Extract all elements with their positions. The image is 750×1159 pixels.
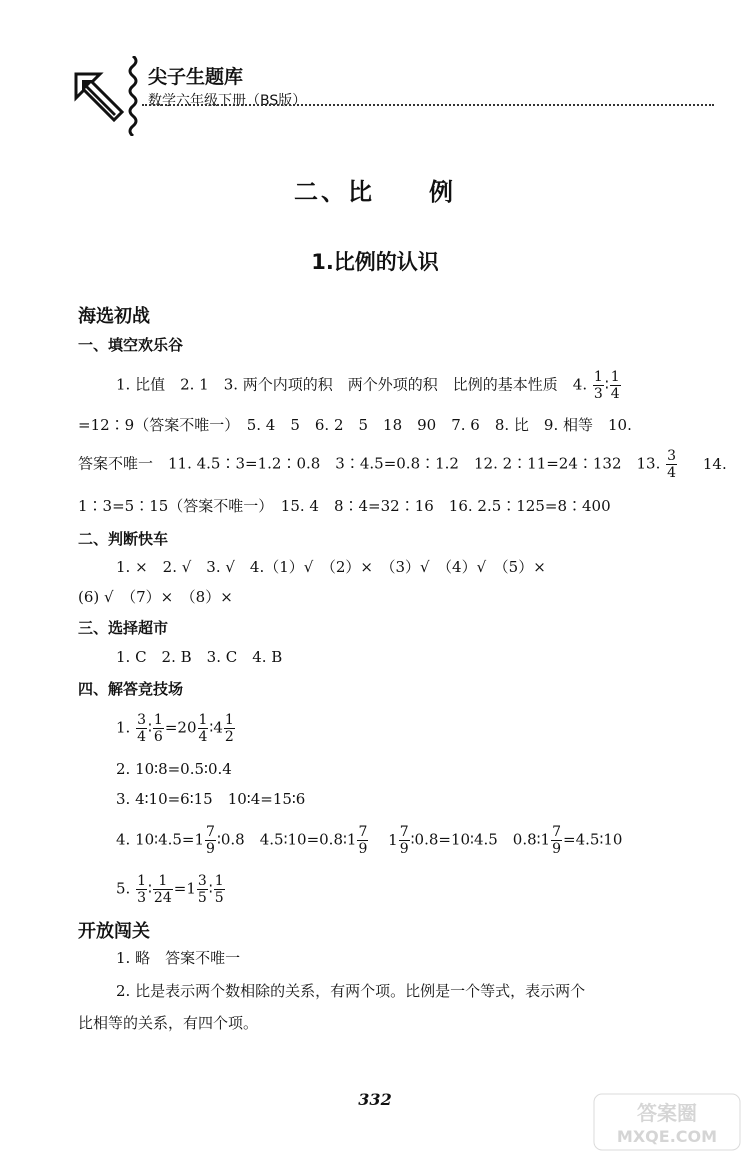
q4-text: ∶0.8=10∶4.5 0.8∶1	[410, 830, 551, 849]
svg-text:MXQE.COM: MXQE.COM	[616, 1127, 718, 1146]
part4-q5	[116, 873, 226, 906]
denominator: 5	[197, 890, 207, 906]
part4-q4	[116, 824, 622, 857]
q5-text: =1	[173, 879, 196, 898]
fraction	[214, 873, 225, 906]
ratio-colon: ∶	[208, 879, 213, 898]
open-line3: 比相等的关系，有四个项。	[78, 1014, 259, 1032]
denominator: 5	[214, 890, 224, 906]
ratio-colon: ∶	[148, 879, 152, 898]
fraction	[593, 369, 604, 402]
fraction	[153, 712, 164, 745]
ratio-colon: ∶	[604, 375, 609, 394]
part1-line4: 1∶3=5∶15（答案不唯一） 15. 4 8∶4=32∶16 16. 2.5∶125=8∶400	[78, 497, 611, 515]
numerator: 7	[206, 824, 215, 840]
header-dotted-rule	[142, 104, 714, 106]
numerator: 1	[224, 712, 234, 728]
numerator: 3	[667, 448, 677, 464]
denominator: 6	[153, 729, 163, 745]
numerator: 3	[197, 873, 207, 889]
fraction	[136, 712, 147, 745]
fraction	[153, 873, 173, 906]
ratio-colon: ∶	[148, 718, 152, 737]
numerator: 1	[153, 712, 163, 728]
q4-text: 4. 10∶4.5=1	[116, 830, 205, 849]
denominator: 4	[610, 386, 620, 402]
q1-number: 1.	[116, 718, 131, 737]
denominator: 4	[667, 465, 677, 481]
q4-text: =4.5∶10	[563, 830, 623, 849]
svg-text:答案圈: 答案圈	[637, 1101, 697, 1125]
arrow-logo-icon	[70, 68, 130, 128]
denominator: 4	[198, 729, 208, 745]
denominator: 3	[137, 890, 147, 906]
book-subtitle: 数学六年级下册（BS版）	[148, 93, 307, 109]
open-line1: 1. 略 答案不唯一	[116, 949, 241, 967]
fraction	[197, 873, 208, 906]
part1-line3-text: 答案不唯一 11. 4.5∶3=1.2∶0.8 3∶4.5=0.8∶1.2 12. 2∶11=24∶132 13.	[78, 454, 661, 473]
part3-heading: 三、选择超市	[78, 619, 169, 637]
denominator: 2	[224, 729, 234, 745]
part2-heading: 二、判断快车	[78, 530, 169, 548]
watermark-logo-icon	[592, 1092, 742, 1152]
numerator: 7	[552, 824, 562, 840]
part3-line1: 1. C 2. B 3. C 4. B	[116, 648, 283, 666]
part1-line1-text: 1. 比值 2. 1 3. 两个内项的积 两个外项的积 比例的基本性质 4.	[116, 375, 588, 394]
fraction	[357, 824, 368, 857]
denominator: 3	[593, 386, 603, 402]
numerator: 1	[214, 873, 224, 889]
fraction	[399, 824, 410, 857]
q1-text: =20	[164, 718, 197, 737]
part4-q3: 3. 4∶10=6∶15 10∶4=15∶6	[116, 790, 306, 808]
part2-line1: 1. × 2. √ 3. √ 4.（1）√ （2）× （3）√ （4）√ （5）×	[116, 558, 546, 576]
lesson-title: 1.比例的认识	[311, 250, 439, 274]
part1-line1	[116, 369, 622, 402]
part4-q2: 2. 10∶8=0.5∶0.4	[116, 760, 232, 778]
fraction	[224, 712, 235, 745]
wavy-divider-icon	[126, 56, 140, 136]
fraction	[666, 448, 677, 481]
part4-heading: 四、解答竞技场	[78, 680, 184, 698]
fraction	[610, 369, 621, 402]
part1-heading: 一、填空欢乐谷	[78, 336, 184, 354]
denominator: 9	[358, 841, 368, 857]
section-heading-haixuan: 海选初战	[78, 306, 150, 327]
q5-number: 5.	[116, 879, 131, 898]
fraction	[198, 712, 209, 745]
part1-line3	[78, 448, 727, 481]
open-line2: 2. 比是表示两个数相除的关系，有两个项。比例是一个等式，表示两个	[116, 982, 586, 1000]
part2-line2: (6) √ （7）× （8）×	[78, 588, 233, 606]
fraction	[551, 824, 562, 857]
denominator: 24	[153, 890, 172, 906]
numerator: 1	[137, 873, 147, 889]
numerator: 1	[198, 712, 208, 728]
numerator: 3	[137, 712, 147, 728]
chapter-title: 二、比 例	[294, 178, 456, 206]
numerator: 1	[153, 873, 173, 890]
page-number: 332	[358, 1090, 392, 1109]
denominator: 4	[137, 729, 147, 745]
part1-line2: =12∶9（答案不唯一） 5. 4 5 6. 2 5 18 90 7. 6 8. 比 9. 相等 10.	[78, 416, 632, 434]
section-heading-open: 开放闯关	[78, 921, 150, 942]
numerator: 1	[610, 369, 620, 385]
part4-q1	[116, 712, 236, 745]
denominator: 9	[552, 841, 562, 857]
denominator: 9	[399, 841, 409, 857]
fraction	[205, 824, 216, 857]
numerator: 7	[358, 824, 368, 840]
numerator: 1	[593, 369, 603, 385]
fraction	[136, 873, 147, 906]
q4-text: ∶0.8 4.5∶10=0.8∶1	[216, 830, 357, 849]
q4-text: 1	[388, 830, 398, 849]
denominator: 9	[206, 841, 215, 857]
book-title: 尖子生题库	[148, 66, 244, 88]
q1-text: ∶4	[209, 718, 223, 737]
part1-line3-tail: 14.	[702, 454, 727, 473]
numerator: 7	[399, 824, 409, 840]
